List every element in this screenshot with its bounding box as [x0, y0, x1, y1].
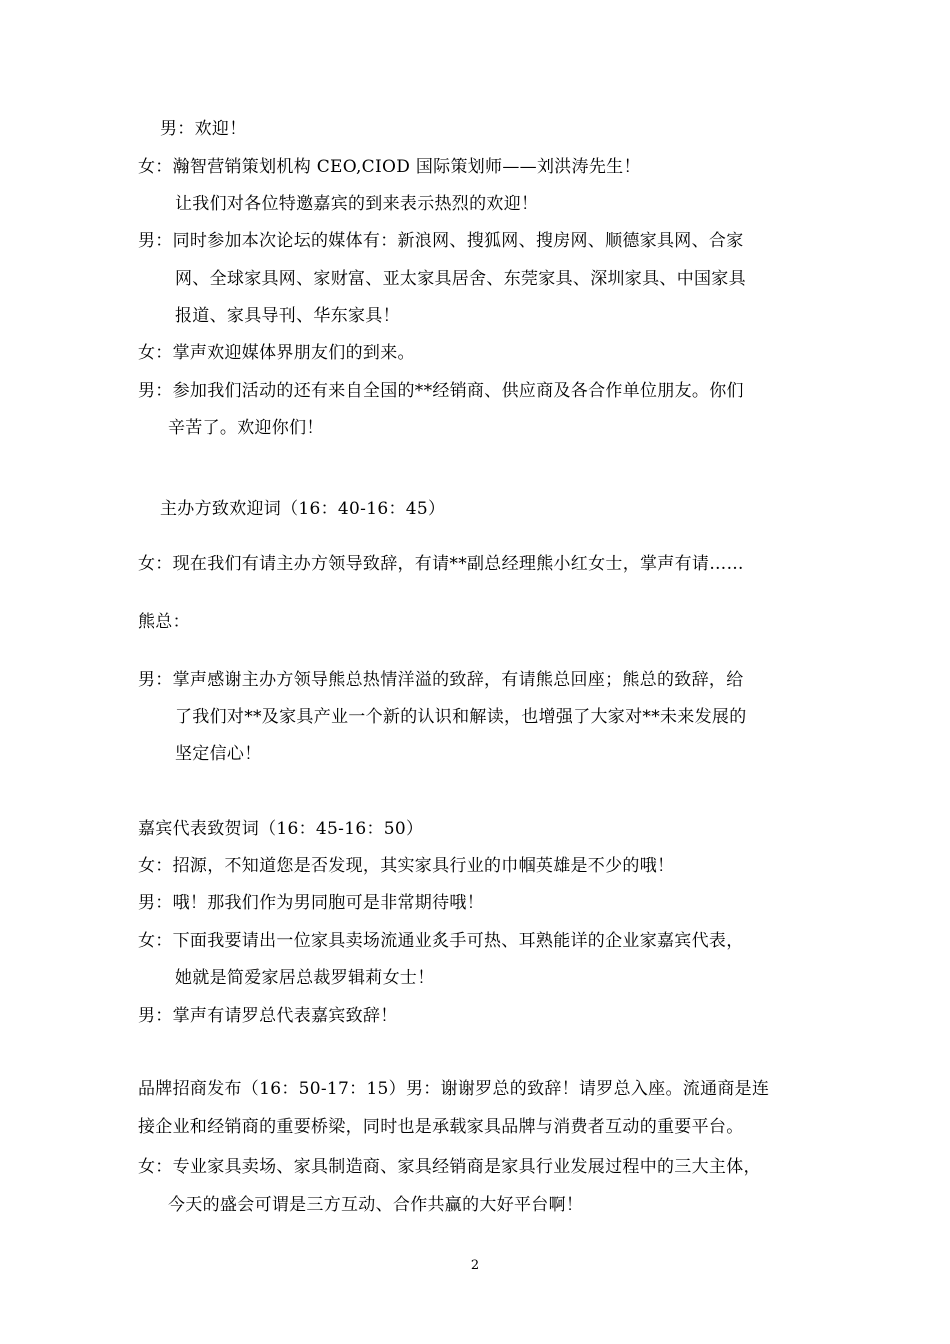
text-line: 辛苦了。欢迎你们！	[168, 418, 324, 438]
text-line: 男：同时参加本次论坛的媒体有：新浪网、搜狐网、搜房网、顺德家具网、合家	[138, 231, 744, 251]
text-line: 女：专业家具卖场、家具制造商、家具经销商是家具行业发展过程中的三大主体，	[138, 1157, 761, 1177]
text-line: 网、全球家具网、家财富、亚太家具居舍、东莞家具、深圳家具、中国家具	[175, 269, 746, 289]
text-line: 坚定信心！	[175, 744, 262, 764]
text-line: 报道、家具导刊、华东家具！	[175, 306, 400, 326]
section-heading: 嘉宾代表致贺词（16：45-16：50）	[138, 819, 424, 839]
section-heading: 主办方致欢迎词（16：40-16：45）	[160, 499, 446, 519]
text-line: 男：掌声有请罗总代表嘉宾致辞！	[138, 1006, 398, 1026]
text-line: 女：下面我要请出一位家具卖场流通业炙手可热、耳熟能详的企业家嘉宾代表，	[138, 931, 744, 951]
text-line: 女：瀚智营销策划机构 CEO,CIOD 国际策划师——刘洪涛先生！	[138, 157, 641, 177]
page-number: 2	[470, 1258, 480, 1273]
text-line: 让我们对各位特邀嘉宾的到来表示热烈的欢迎！	[175, 194, 539, 214]
text-line: 接企业和经销商的重要桥梁，同时也是承载家具品牌与消费者互动的重要平台。	[138, 1117, 744, 1137]
text-line: 女：掌声欢迎媒体界朋友们的到来。	[138, 343, 415, 363]
section-heading: 品牌招商发布（16：50-17：15）男：谢谢罗总的致辞！请罗总入座。流通商是连	[138, 1079, 770, 1099]
text-line: 男：哦！那我们作为男同胞可是非常期待哦！	[138, 893, 484, 913]
text-line: 女：现在我们有请主办方领导致辞，有请**副总经理熊小红女士，掌声有请……	[138, 554, 744, 574]
text-line: 男：参加我们活动的还有来自全国的**经销商、供应商及各合作单位朋友。你们	[138, 381, 744, 401]
text-line: 了我们对**及家具产业一个新的认识和解读，也增强了大家对**未来发展的	[175, 707, 747, 727]
text-line: 今天的盛会可谓是三方互动、合作共赢的大好平台啊！	[168, 1195, 584, 1215]
text-line: 女：招源，不知道您是否发现，其实家具行业的巾帼英雄是不少的哦！	[138, 856, 675, 876]
text-line: 她就是简爱家居总裁罗辑莉女士！	[175, 968, 435, 988]
text-line: 男：掌声感谢主办方领导熊总热情洋溢的致辞，有请熊总回座；熊总的致辞，给	[138, 670, 744, 690]
text-line: 男：欢迎！	[160, 119, 247, 139]
text-line: 熊总：	[138, 612, 190, 632]
